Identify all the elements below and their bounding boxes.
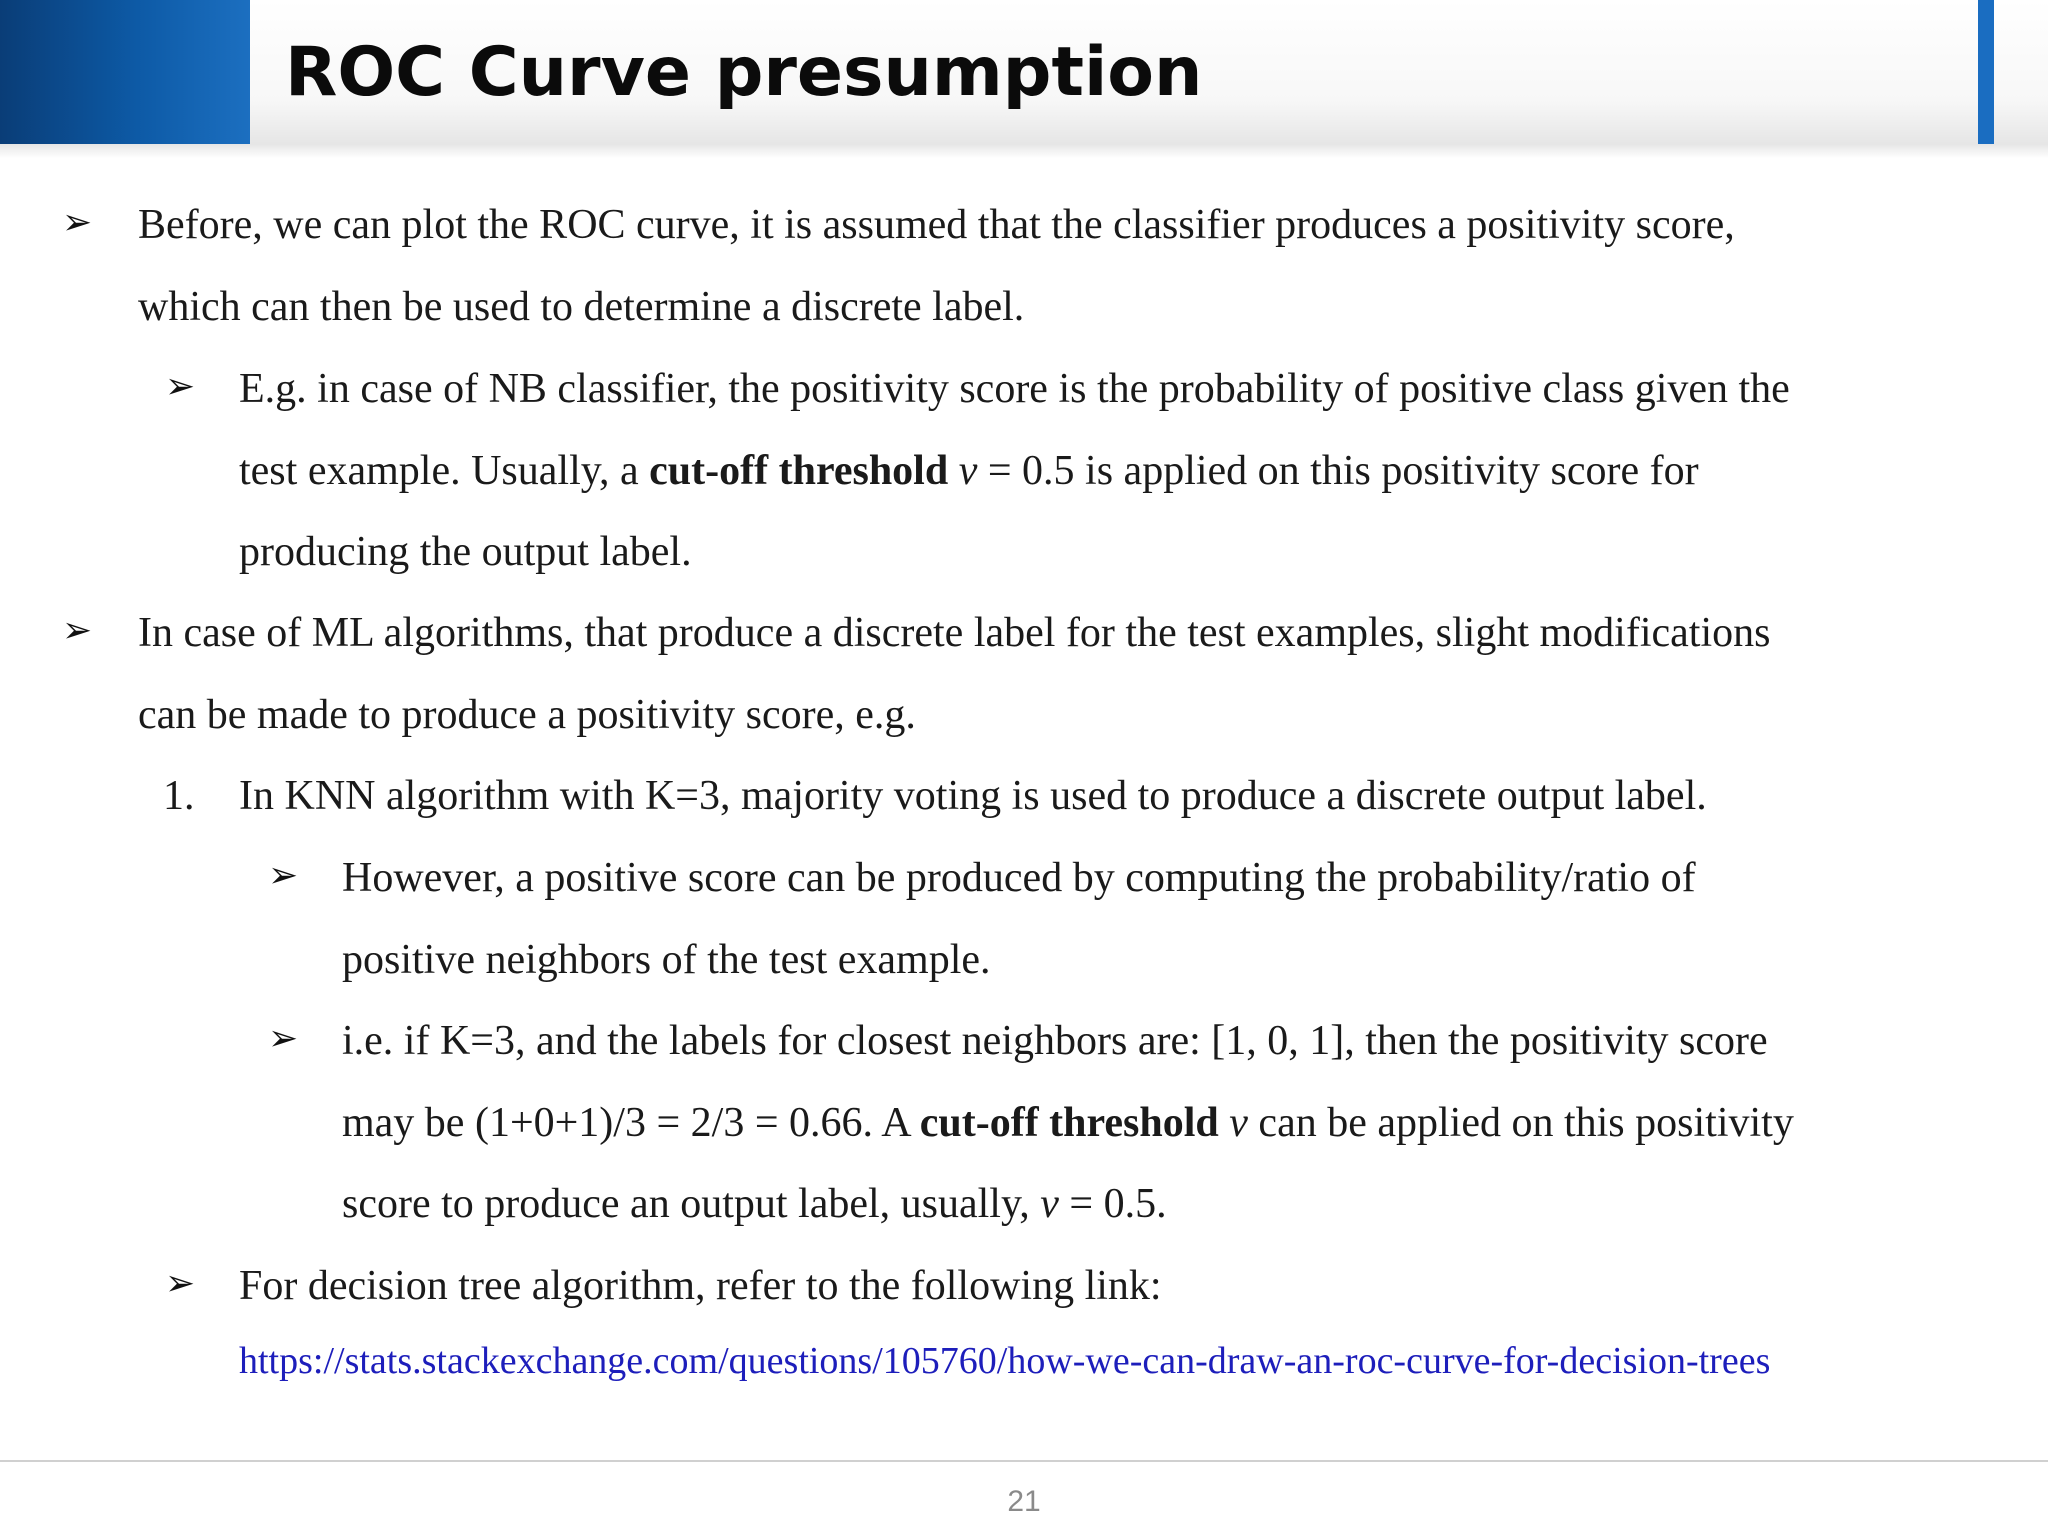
arrowhead-bullet-icon: ➢: [268, 855, 299, 896]
text-run: can be applied on this positivity: [1247, 1100, 1794, 1146]
page-number: 21: [1007, 1485, 1041, 1518]
sub-bullet-nb-line-3: producing the output label.: [239, 529, 692, 575]
sub-bullet-nb-line-2: [239, 446, 1699, 496]
bullet-2-line-2: can be made to produce a positivity score, e.g.: [138, 692, 916, 738]
arrowhead-bullet-icon: ➢: [62, 202, 93, 243]
knn-sub-bullet-2-line-3: [342, 1179, 1167, 1229]
arrowhead-bullet-icon: ➢: [165, 1263, 196, 1304]
cut-off-threshold-term: cut-off threshold: [919, 1100, 1219, 1146]
decision-tree-bullet-text: For decision tree algorithm, refer to the following link:: [239, 1263, 1162, 1309]
text-run: score to produce an output label, usually,: [342, 1181, 1041, 1227]
knn-sub-bullet-2-line-2: [342, 1098, 1794, 1148]
text-run: [1219, 1100, 1230, 1146]
arrowhead-bullet-icon: ➢: [165, 366, 196, 407]
knn-sub-bullet-2-line-1: i.e. if K=3, and the labels for closest neighbors are: [1, 0, 1], then the positivity score: [342, 1018, 1768, 1064]
text-run: test example. Usually, a: [239, 448, 650, 494]
decision-tree-link[interactable]: https://stats.stackexchange.com/questions/105760/how-we-can-draw-an-roc-curve-for-decision-trees: [239, 1340, 1771, 1382]
cut-off-threshold-term: cut-off threshold: [649, 448, 949, 494]
bullet-2-line-1: In case of ML algorithms, that produce a discrete label for the test examples, slight modifications: [138, 610, 1771, 656]
threshold-variable: v: [1229, 1100, 1248, 1146]
header-accent-bar: [1978, 0, 1994, 144]
knn-sub-bullet-1-line-1: However, a positive score can be produced by computing the probability/ratio of: [342, 855, 1696, 901]
arrowhead-bullet-icon: ➢: [62, 610, 93, 651]
header-shadow: [0, 144, 2048, 158]
text-run: [948, 448, 959, 494]
header-color-block: [0, 0, 250, 144]
threshold-variable: v: [958, 448, 978, 494]
bullet-1-line-2: which can then be used to determine a discrete label.: [138, 284, 1025, 330]
knn-sub-bullet-1-line-2: positive neighbors of the test example.: [342, 937, 991, 983]
text-run: may be (1+0+1)/3 = 2/3 = 0.66. A: [342, 1100, 920, 1146]
slide-header: [0, 0, 2048, 144]
bullet-1-line-1: Before, we can plot the ROC curve, it is assumed that the classifier produces a positivity score,: [138, 202, 1735, 248]
text-run: = 0.5 is applied on this positivity score for: [977, 448, 1699, 494]
text-run: = 0.5.: [1058, 1181, 1167, 1227]
footer-divider: [0, 1460, 2048, 1462]
threshold-variable: v: [1040, 1181, 1059, 1227]
list-number: 1.: [163, 773, 195, 819]
slide-title: ROC Curve presumption: [285, 33, 1203, 112]
knn-item-text: In KNN algorithm with K=3, majority voting is used to produce a discrete output label.: [239, 773, 1707, 819]
arrowhead-bullet-icon: ➢: [268, 1018, 299, 1059]
sub-bullet-nb-line-1: E.g. in case of NB classifier, the positivity score is the probability of positive class given the: [239, 366, 1790, 412]
